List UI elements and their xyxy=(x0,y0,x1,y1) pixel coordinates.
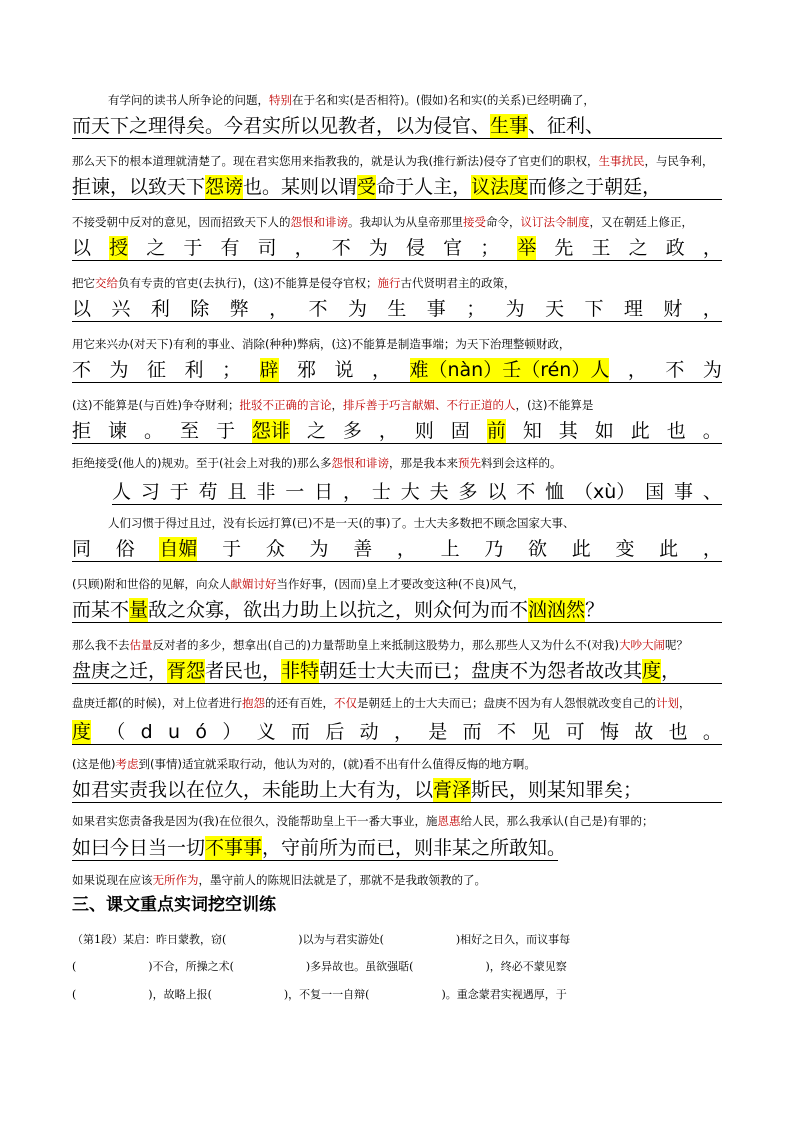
text-segment: d xyxy=(140,721,153,743)
text-segment: 、 xyxy=(702,481,722,503)
text-segment: 不 xyxy=(496,721,516,743)
highlighted-word: 量 xyxy=(129,599,149,621)
text-segment: 那么我不去 xyxy=(72,638,130,652)
text-segment: 是朝廷上的士大夫而已；盘庚不因为有人怨恨就改变自己的 xyxy=(356,696,656,710)
text-segment: 斯民，则某知罪矣； xyxy=(471,779,643,801)
text-segment: 有学问的读书人所争论的问题， xyxy=(108,93,269,107)
text-segment: ， xyxy=(627,359,647,381)
classical-text-line xyxy=(72,718,722,745)
text-segment: u xyxy=(168,721,181,743)
highlighted-word: 胥怨 xyxy=(167,660,206,682)
text-segment: ） xyxy=(222,721,242,743)
text-segment: 也。某则以谓 xyxy=(243,176,358,198)
highlighted-word: 怨谤 xyxy=(205,176,244,198)
key-meaning: 排斥善于巧言献媚、不行正道的人 xyxy=(342,398,516,412)
text-segment: 朝廷士大夫而已；盘庚不为怨者故改其 xyxy=(319,660,643,682)
exercise-line xyxy=(72,960,722,974)
text-segment: 命于人主， xyxy=(376,176,472,198)
classical-text-line xyxy=(112,478,722,505)
text-segment: 征 xyxy=(147,359,167,381)
exercise-text: )。重念蒙君实视遇厚，于 xyxy=(441,988,567,1001)
text-segment: 古代贤明君主的政策， xyxy=(400,276,516,290)
classical-text-line xyxy=(72,596,722,623)
text-segment: ， xyxy=(661,660,681,682)
text-segment: 而修之于朝廷， xyxy=(528,176,662,198)
translation-line xyxy=(108,516,574,531)
text-segment: 事 xyxy=(426,298,446,320)
classical-text-line xyxy=(72,295,722,322)
text-segment: 把它 xyxy=(72,276,95,290)
exercise-text: )，不复一一自辩( xyxy=(283,988,370,1001)
text-segment: 故 xyxy=(634,721,654,743)
text-segment: (这)不能算是(与百姓)争夺财利； xyxy=(72,398,240,412)
text-segment: 。我却认为从皇帝那里 xyxy=(348,215,463,229)
text-segment: 其 xyxy=(558,420,578,442)
text-segment: 之 xyxy=(146,237,166,259)
text-segment: ，与民争利， xyxy=(644,154,714,168)
text-segment: 多 xyxy=(458,481,478,503)
classical-text-line xyxy=(72,776,722,803)
text-segment: ， xyxy=(331,398,343,412)
text-segment: 司 xyxy=(257,237,277,259)
text-segment: 命令， xyxy=(486,215,521,229)
text-segment: 的还有百姓， xyxy=(264,696,334,710)
text-segment: 不 xyxy=(308,298,328,320)
text-segment: ， xyxy=(378,420,398,442)
text-segment: 理 xyxy=(623,298,643,320)
text-segment: 且 xyxy=(227,481,247,503)
text-segment: 先 xyxy=(554,237,574,259)
translation-line xyxy=(72,215,693,230)
text-segment: 如果说现在应该 xyxy=(72,873,153,887)
text-segment: 以 xyxy=(487,481,507,503)
text-segment: ， xyxy=(294,237,314,259)
text-segment: 也 xyxy=(666,420,686,442)
exercise-text: )，终必不蒙见察 xyxy=(485,960,567,973)
text-segment: ？ xyxy=(585,599,605,621)
text-segment: 悔 xyxy=(599,721,619,743)
text-segment: 于 xyxy=(169,481,189,503)
text-segment: 弊 xyxy=(229,298,249,320)
text-segment: ，又在朝廷上修正， xyxy=(589,215,693,229)
text-segment: 用它来兴办(对天下)有利的事业、消除(种种)弊病，(这)不能算是制造事端；为天下治理整顿财政， xyxy=(72,337,571,351)
key-meaning: 预先 xyxy=(457,456,481,470)
classical-text-line xyxy=(72,417,722,444)
translation-line xyxy=(72,577,524,592)
text-segment: 官 xyxy=(443,237,463,259)
text-segment: 为 xyxy=(109,359,129,381)
text-segment: ， xyxy=(343,481,363,503)
text-segment: 大 xyxy=(400,481,420,503)
highlighted-word: 度 xyxy=(72,721,92,743)
translation-line xyxy=(72,154,713,169)
text-segment: 上 xyxy=(440,538,460,560)
text-segment: 盘庚之迁， xyxy=(72,660,168,682)
highlighted-word: 辟 xyxy=(259,359,279,381)
text-segment: 于 xyxy=(183,237,203,259)
classical-text-line xyxy=(72,834,567,861)
text-segment: 此 xyxy=(630,420,650,442)
text-segment: 谏 xyxy=(107,420,127,442)
text-segment: ，守前所为而已，则非某之所敢知。 xyxy=(262,837,567,859)
key-meaning: 怨恨和诽谤 xyxy=(331,456,389,470)
text-segment: ， xyxy=(393,721,413,743)
text-segment: 善 xyxy=(353,538,373,560)
exercise-text: )多异故也。虽欲强聒( xyxy=(305,960,414,973)
text-segment: 苟 xyxy=(198,481,218,503)
text-segment: 众 xyxy=(265,538,285,560)
text-segment: 不 xyxy=(516,481,536,503)
text-segment: 。 xyxy=(702,420,722,442)
highlighted-word: 汹汹然 xyxy=(528,599,586,621)
key-meaning: 接受 xyxy=(463,215,486,229)
highlighted-word: 难（nàn）壬（rén）人 xyxy=(409,359,610,381)
text-segment: 之 xyxy=(628,237,648,259)
text-segment: 事 xyxy=(674,481,694,503)
text-segment: 人们习惯于得过且过，没有长远打算(已)不是一天(的事)了。士大夫多数把不顾念国家大事、 xyxy=(108,516,575,530)
classical-text-line xyxy=(72,112,722,139)
text-segment: 可 xyxy=(565,721,585,743)
text-segment: 为 xyxy=(505,298,525,320)
text-segment: 欲 xyxy=(528,538,548,560)
text-segment: 此 xyxy=(571,538,591,560)
text-segment: 如君实责我以在位久，未能助上大有为，以 xyxy=(72,779,434,801)
exercise-line xyxy=(72,988,722,1002)
text-segment: ，(这)不能算是 xyxy=(515,398,594,412)
text-segment: 者民也， xyxy=(205,660,282,682)
text-segment: 此 xyxy=(659,538,679,560)
text-segment: 人 xyxy=(112,481,132,503)
key-meaning: 献媚讨好 xyxy=(230,577,277,591)
highlighted-word: 前 xyxy=(486,420,506,442)
key-meaning: 施行 xyxy=(377,276,401,290)
text-segment: 为 xyxy=(368,237,388,259)
text-segment: ； xyxy=(466,298,486,320)
translation-line xyxy=(72,696,690,711)
text-segment: 王 xyxy=(591,237,611,259)
text-segment: (只顾)附和世俗的见解，向众人 xyxy=(72,577,231,591)
text-segment: 至 xyxy=(179,420,199,442)
text-segment: 政 xyxy=(665,237,685,259)
key-meaning: 抱怨 xyxy=(241,696,265,710)
text-segment: 不 xyxy=(72,359,92,381)
highlighted-word: 议法度 xyxy=(471,176,529,198)
exercise-text: )相好之日久，而议事每 xyxy=(455,933,571,946)
text-segment: 而 xyxy=(462,721,482,743)
text-segment: 习 xyxy=(140,481,160,503)
translation-line xyxy=(72,814,653,829)
text-segment: 为 xyxy=(702,359,722,381)
translation-line xyxy=(72,873,486,888)
text-segment: 反对者的多少，想拿出(自己的)力量帮助皇上来抵制这股势力，那么那些人又为什么不(对我) xyxy=(152,638,619,652)
text-segment: 。 xyxy=(702,721,722,743)
key-meaning: 不仅 xyxy=(333,696,357,710)
key-meaning: 怨恨和诽谤 xyxy=(290,215,348,229)
text-segment: 财 xyxy=(663,298,683,320)
text-segment: 有 xyxy=(220,237,240,259)
text-segment: ， xyxy=(702,538,722,560)
text-segment: 生 xyxy=(387,298,407,320)
text-segment: 到(事情)适宜就采取行动，他认为对的，(就)看不出有什么值得反悔的地方啊。 xyxy=(138,757,536,771)
text-segment: 、征利、 xyxy=(528,115,605,137)
text-segment: 是 xyxy=(428,721,448,743)
text-segment: 夫 xyxy=(429,481,449,503)
text-segment: 。 xyxy=(143,420,163,442)
text-segment: 拒绝接受(他人的)规劝。至于(社会上对我的)那么多 xyxy=(72,456,332,470)
text-segment: 说 xyxy=(334,359,354,381)
exercise-text: （第1段）某启：昨日蒙教，窃( xyxy=(72,933,227,946)
text-segment: 而天下之理得矣。今君实所以见教者，以为侵官、 xyxy=(72,115,491,137)
text-segment: ， xyxy=(678,696,691,710)
text-segment: 除 xyxy=(190,298,210,320)
text-segment: 乃 xyxy=(484,538,504,560)
text-segment: 知 xyxy=(522,420,542,442)
text-segment: 而 xyxy=(290,721,310,743)
highlighted-word: 怨诽 xyxy=(251,420,290,442)
key-meaning: 估量 xyxy=(129,638,153,652)
highlighted-word: 授 xyxy=(109,237,129,259)
exercise-line xyxy=(72,933,722,947)
text-segment: 日 xyxy=(314,481,334,503)
text-segment: ； xyxy=(480,237,500,259)
text-segment: ， xyxy=(372,359,392,381)
key-meaning: 无所作为 xyxy=(152,873,199,887)
exercise-text: )，故略上报( xyxy=(148,988,212,1001)
text-segment: 一 xyxy=(285,481,305,503)
translation-line xyxy=(72,757,536,772)
text-segment: 兴 xyxy=(111,298,131,320)
text-segment: 为 xyxy=(309,538,329,560)
translation-line xyxy=(72,398,593,413)
classical-text-line xyxy=(72,535,722,562)
text-segment: 下 xyxy=(584,298,604,320)
key-meaning: 恩惠 xyxy=(437,814,461,828)
highlighted-word: 不事事 xyxy=(205,837,263,859)
text-segment: ， xyxy=(702,237,722,259)
text-segment: 以 xyxy=(72,237,92,259)
text-segment: 非 xyxy=(256,481,276,503)
text-segment: ， xyxy=(269,298,289,320)
text-segment: 义 xyxy=(256,721,276,743)
text-segment: 盘庚迁都(的时候)，对上位者进行 xyxy=(72,696,242,710)
key-meaning: 计划 xyxy=(655,696,679,710)
text-segment: 俗 xyxy=(115,538,135,560)
text-segment: 呢？ xyxy=(664,638,688,652)
translation-line xyxy=(72,456,561,471)
exercise-text: ( xyxy=(72,988,77,1001)
text-segment: （ xyxy=(106,721,126,743)
translation-line xyxy=(72,638,688,653)
text-segment: 动 xyxy=(359,721,379,743)
highlighted-word: 受 xyxy=(357,176,377,198)
text-segment: 于 xyxy=(215,420,235,442)
text-segment: 为 xyxy=(347,298,367,320)
text-segment: ， xyxy=(702,298,722,320)
section-title: 三、课文重点实词挖空训练 xyxy=(72,895,276,915)
text-segment: (这是他) xyxy=(72,757,116,771)
text-segment: 不 xyxy=(665,359,685,381)
text-segment: 之 xyxy=(306,420,326,442)
text-segment: 如曰今日当一切 xyxy=(72,837,206,859)
text-segment: 士 xyxy=(371,481,391,503)
text-segment: 于 xyxy=(222,538,242,560)
key-meaning: 考虑 xyxy=(115,757,139,771)
text-segment: 敌之众寡，欲出力助上以抗之，则众何为而不 xyxy=(148,599,529,621)
key-meaning: 大吵大闹 xyxy=(618,638,665,652)
text-segment: 那么天下的根本道理就清楚了。现在君实您用来指教我的，就是认为我(推行新法)侵夺了官吏们的职权， xyxy=(72,154,599,168)
classical-text-line xyxy=(72,657,722,684)
text-segment: 也 xyxy=(668,721,688,743)
text-segment: 同 xyxy=(72,538,92,560)
text-segment: 国 xyxy=(645,481,665,503)
exercise-text: ( xyxy=(72,960,77,973)
highlighted-word: 举 xyxy=(517,237,537,259)
text-segment: 天 xyxy=(545,298,565,320)
text-segment: 利 xyxy=(184,359,204,381)
highlighted-word: 膏泽 xyxy=(433,779,472,801)
text-segment: 料到会这样的。 xyxy=(480,456,562,470)
classical-text-line xyxy=(72,234,722,261)
text-segment: 后 xyxy=(325,721,345,743)
text-segment: ，那是我本来 xyxy=(388,456,458,470)
text-segment: 在于名和实(是否相符)。(假如)名和实(的关系)已经明确了， xyxy=(292,93,595,107)
text-segment: ó xyxy=(195,721,208,743)
exercise-text: )不合，所操之术( xyxy=(148,960,234,973)
translation-line xyxy=(72,337,570,352)
text-segment: 固 xyxy=(450,420,470,442)
text-segment: 多 xyxy=(342,420,362,442)
key-meaning: 批驳不正确的言论 xyxy=(239,398,332,412)
text-segment: （xù） xyxy=(574,481,636,503)
text-segment: 侵 xyxy=(405,237,425,259)
text-segment: 拒 xyxy=(72,420,92,442)
translation-line xyxy=(72,276,515,291)
classical-text-line xyxy=(72,173,722,200)
text-segment: 利 xyxy=(150,298,170,320)
text-segment: 恤 xyxy=(545,481,565,503)
highlighted-word: 生事 xyxy=(490,115,529,137)
text-segment: 负有专责的官吏(去执行)，(这)不能算是侵夺官权； xyxy=(118,276,378,290)
text-segment: ， xyxy=(396,538,416,560)
key-meaning: 特别 xyxy=(269,93,292,107)
exercise-text: )以为与君实游处( xyxy=(298,933,384,946)
text-segment: 则 xyxy=(414,420,434,442)
text-segment: 见 xyxy=(531,721,551,743)
text-segment: ，墨守前人的陈规旧法就是了，那就不是我敢领教的了。 xyxy=(198,873,486,887)
classical-text-line xyxy=(72,356,722,383)
highlighted-word: 非特 xyxy=(281,660,320,682)
text-segment: 当作好事，(因而)皇上才要改变这种(不良)风气， xyxy=(276,577,525,591)
text-segment: 而某不 xyxy=(72,599,130,621)
text-segment: 如果君实您责备我是因为(我)在位很久，没能帮助皇上干一番大事业，施 xyxy=(72,814,438,828)
text-segment: 不 xyxy=(331,237,351,259)
text-segment: 变 xyxy=(615,538,635,560)
text-segment: 给人民，那么我承认(自己是)有罪的； xyxy=(460,814,654,828)
key-meaning: 交给 xyxy=(95,276,118,290)
key-meaning: 议订法令制度 xyxy=(520,215,590,229)
text-segment: 如 xyxy=(594,420,614,442)
highlighted-word: 度 xyxy=(642,660,662,682)
text-segment: 拒谏，以致天下 xyxy=(72,176,206,198)
key-meaning: 生事扰民 xyxy=(598,154,645,168)
text-segment: ； xyxy=(222,359,242,381)
text-segment: 不接受朝中反对的意见，因而招致天下人的 xyxy=(72,215,291,229)
text-segment: 以 xyxy=(72,298,92,320)
highlighted-word: 自媚 xyxy=(159,538,198,560)
translation-line xyxy=(108,93,595,108)
text-segment: 邪 xyxy=(297,359,317,381)
